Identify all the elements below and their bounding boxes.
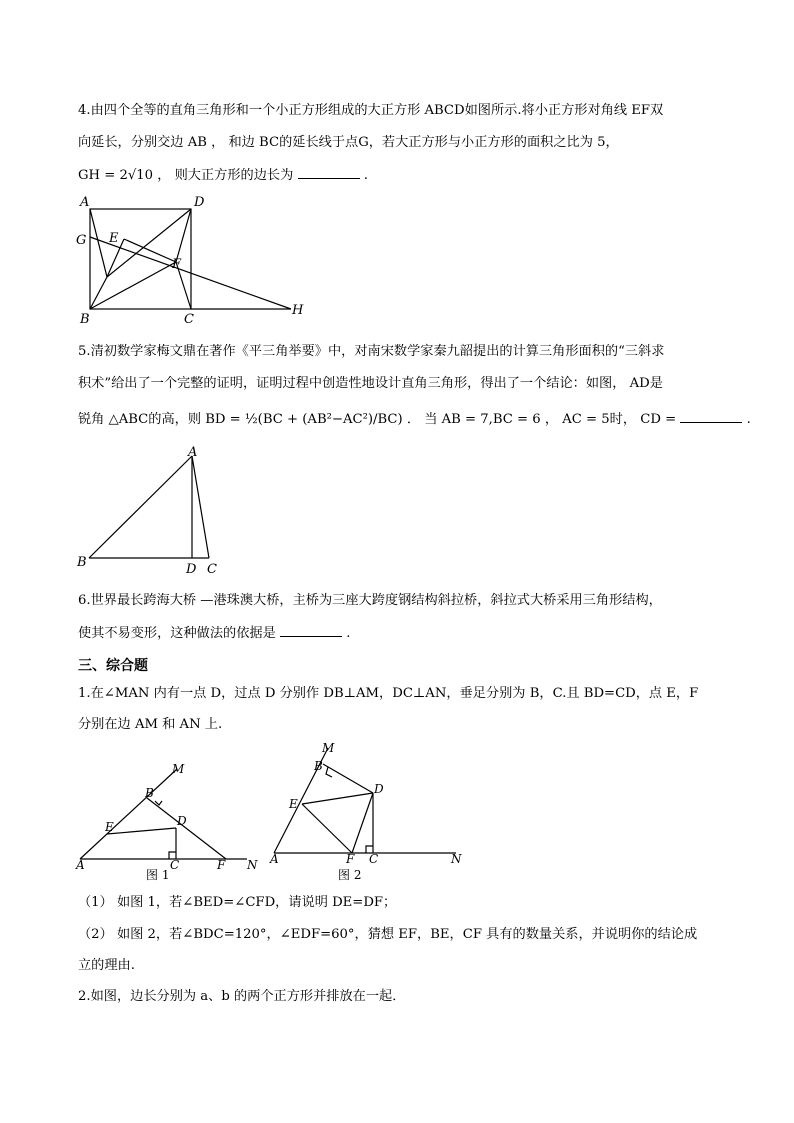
fig1-label-F: F xyxy=(217,858,226,872)
fig2-label-B: B xyxy=(314,759,323,773)
q6-line-1: 6.世界最长跨海大桥 —港珠澳大桥，主桥为三座大跨度钢结构斜拉桥，斜拉式大桥采用三角形结构， xyxy=(78,593,662,608)
q4-figure xyxy=(72,192,312,327)
fig2-label-A: A xyxy=(270,852,279,866)
s3-p2-line-1: 2.如图，边长分别为 a、b 的两个正方形并排放在一起． xyxy=(78,989,406,1004)
q5-label-C: C xyxy=(207,562,217,577)
fig1-label-C: C xyxy=(170,858,180,872)
q6-line-2-end: . xyxy=(346,626,351,641)
q4-label-F: F xyxy=(172,257,182,272)
s3-sub-2-line-1: （2） 如图 2，若∠BDC=120°，∠EDF=60°，猜想 EF，BE，CF 具有的数量关系，并说明你的结论成 xyxy=(78,927,698,942)
s3-figure-2 xyxy=(266,740,466,885)
fig1-label-B: B xyxy=(145,786,154,800)
fig2-label-N: N xyxy=(451,852,462,866)
q4-label-G: G xyxy=(76,233,87,248)
fig1-label-E: E xyxy=(105,820,114,834)
q4-label-D: D xyxy=(194,195,205,210)
q4-label-B: B xyxy=(80,312,90,327)
q5-label-D: D xyxy=(186,562,197,577)
fig2-label-D: D xyxy=(374,782,384,796)
fig2-label-C: C xyxy=(369,852,379,866)
q4-line-3-text: GH = 2√10 ， 则大正方形的边长为 xyxy=(78,168,294,183)
section-title: 三、综合题 xyxy=(78,658,148,674)
s3-figure-1 xyxy=(72,752,267,882)
q5-line-2: 积术”给出了一个完整的证明，证明过程中创造性地设计直角三角形，得出了一个结论：如图， AD是 xyxy=(78,376,663,391)
fig2-label-E: E xyxy=(289,797,298,811)
q5-line-1: 5.清初数学家梅文鼎在著作《平三角举要》中，对南宋数学家秦九韶提出的计算三角形面积的“三斜求 xyxy=(78,344,665,359)
q5-figure xyxy=(72,444,232,579)
fig2-label-F: F xyxy=(346,852,355,866)
fig1-label-A: A xyxy=(76,858,85,872)
s3-sub-2-line-2: 立的理由. xyxy=(78,958,135,973)
q4-label-C: C xyxy=(184,312,194,327)
q4-label-A: A xyxy=(80,195,90,210)
fig2-caption: 图 2 xyxy=(338,868,362,882)
q6-answer-blank[interactable] xyxy=(280,622,342,637)
q6-line-2 xyxy=(78,622,728,644)
q5-label-B: B xyxy=(77,555,87,570)
q4-line-1: 4.由四个全等的直角三角形和一个小正方形组成的大正方形 ABCD如图所示.将小正方形对角线 EF双 xyxy=(78,103,664,118)
q5-line-3 xyxy=(78,408,751,430)
q4-line-3-end: . xyxy=(363,168,368,183)
fig1-label-M: M xyxy=(172,762,185,776)
q4-line-2: 向延长，分别交边 AB ， 和边 BC的延长线于点G，若大正方形与小正方形的面积之比为 5， xyxy=(78,135,619,150)
fig1-label-N: N xyxy=(247,858,258,872)
q5-answer-blank[interactable] xyxy=(680,408,742,423)
fig2-label-M: M xyxy=(322,741,335,755)
q5-line-3-end: . xyxy=(746,412,751,427)
s3-p1-line-1: 1.在∠MAN 内有一点 D，过点 D 分别作 DB⊥AM，DC⊥AN，垂足分别为 B，C.且 BD=CD，点 E，F xyxy=(78,686,699,701)
q4-label-H: H xyxy=(292,303,304,318)
s3-p1-line-2: 分别在边 AM 和 AN 上. xyxy=(78,717,223,732)
q5-label-A: A xyxy=(188,445,198,460)
q4-line-3 xyxy=(78,164,728,186)
fig1-label-D: D xyxy=(177,814,187,828)
q5-line-3-text: 锐角 △ABC的高，则 BD = ½(BC + (AB²−AC²)/BC) ． 当 AB = 7,BC = 6 ， AC = 5时， CD = xyxy=(78,412,677,427)
q4-label-E: E xyxy=(109,231,119,246)
s3-sub-1: （1） 如图 1，若∠BED=∠CFD，请说明 DE=DF； xyxy=(78,895,397,910)
q4-answer-blank[interactable] xyxy=(298,164,360,179)
fig1-caption: 图 1 xyxy=(146,868,170,882)
q6-line-2-text: 使其不易变形，这种做法的依据是 xyxy=(78,626,276,641)
